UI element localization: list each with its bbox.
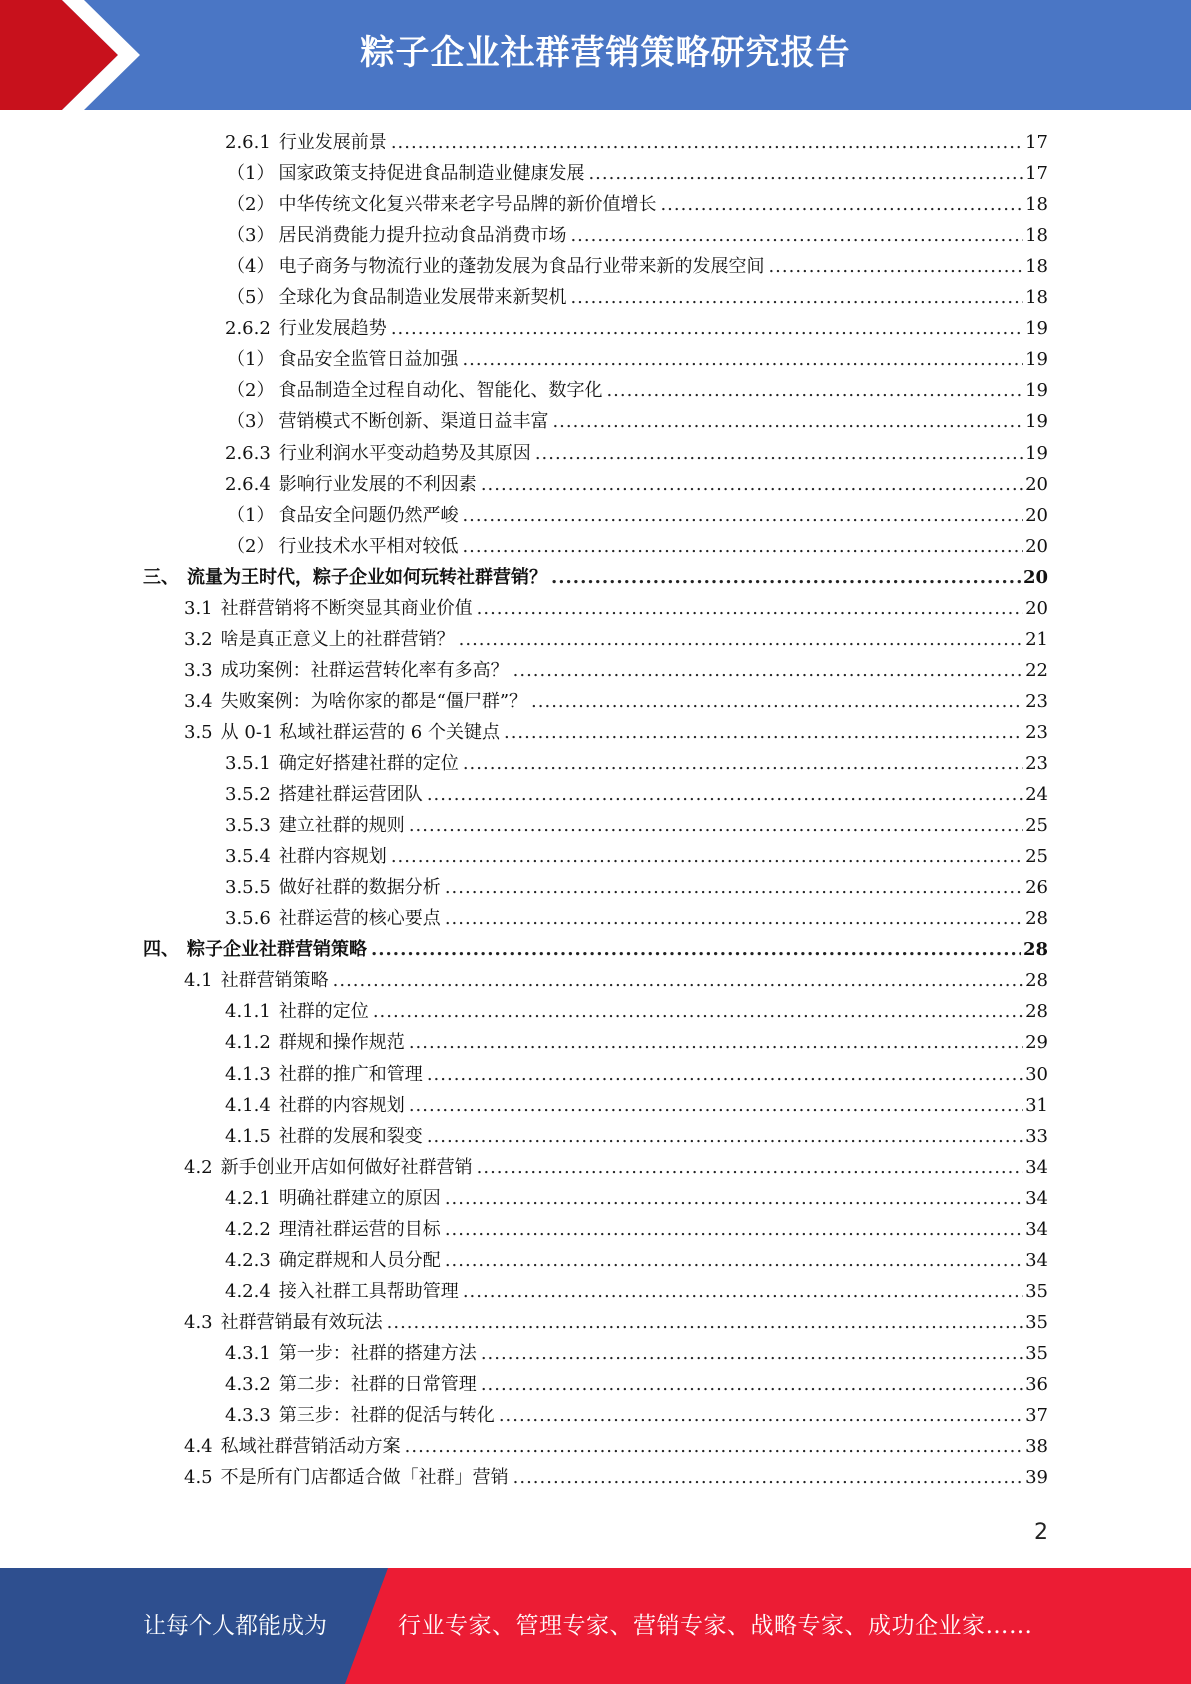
toc-dot-leader: [445, 872, 1023, 903]
toc-dot-leader: [513, 1462, 1023, 1493]
toc-entry-page: 28: [1025, 1001, 1048, 1023]
toc-dot-leader: [459, 624, 1023, 655]
toc-entry-page: 19: [1025, 349, 1048, 371]
toc-dot-leader: [660, 189, 1023, 220]
toc-entry-number: 3.3: [184, 659, 213, 681]
toc-entry-title: 营销模式不断创新、渠道日益丰富: [278, 411, 549, 433]
toc-entry-page: 33: [1025, 1125, 1048, 1147]
toc-entry-title: 行业发展趋势: [278, 318, 387, 340]
toc-entry-page: 25: [1025, 815, 1048, 837]
toc-entry-number: 4.2.1: [225, 1187, 271, 1209]
toc-entry-page: 22: [1025, 659, 1048, 681]
toc-entry-page: 34: [1025, 1156, 1048, 1178]
toc-entry-number: 4.1.3: [225, 1063, 271, 1085]
toc-entry[interactable]: [225, 872, 1048, 903]
toc-entry[interactable]: [184, 1462, 1048, 1493]
toc-entry-number: 2.6.1: [225, 132, 271, 153]
toc-entry-number: 2.6.2: [225, 318, 271, 340]
toc-entry-number: （2）: [227, 535, 275, 557]
toc-entry-page: 20: [1025, 597, 1048, 619]
toc-entry[interactable]: [225, 469, 1048, 500]
toc-entry-title: 成功案例：社群运营转化率有多高？: [220, 659, 509, 681]
toc-entry-page: 19: [1025, 380, 1048, 402]
toc-entry-page: 19: [1025, 411, 1048, 433]
toc-dot-leader: [427, 1121, 1023, 1152]
toc-dot-leader: [462, 531, 1023, 562]
toc-entry[interactable]: [225, 903, 1048, 934]
toc-entry[interactable]: [225, 1245, 1048, 1276]
toc-entry-page: 20: [1025, 535, 1048, 557]
toc-entry[interactable]: [184, 593, 1048, 624]
toc-dot-leader: [445, 1245, 1023, 1276]
toc-entry-page: 20: [1022, 566, 1048, 588]
toc-entry-title: 群规和操作规范: [278, 1032, 405, 1054]
toc-entry[interactable]: [184, 1431, 1048, 1462]
toc-entry-title: 社群的发展和裂变: [278, 1125, 423, 1147]
toc-entry-number: 三、: [143, 566, 179, 588]
toc-dot-leader: [427, 779, 1023, 810]
toc-entry[interactable]: [225, 1400, 1048, 1431]
toc-entry-number: 4.2.2: [225, 1218, 271, 1240]
toc-dot-leader: [570, 220, 1023, 251]
toc-dot-leader: [531, 686, 1023, 717]
toc-entry-title: 社群营销将不断突显其商业价值: [220, 597, 473, 619]
toc-entry[interactable]: [143, 934, 1048, 965]
toc-entry-page: 34: [1025, 1249, 1048, 1271]
toc-entry-title: 影响行业发展的不利因素: [278, 473, 477, 495]
toc-entry-title: 理清社群运营的目标: [278, 1218, 441, 1240]
toc-entry-number: 2.6.3: [225, 442, 271, 464]
toc-dot-leader: [373, 996, 1023, 1027]
toc-entry[interactable]: [184, 717, 1048, 748]
toc-dot-leader: [477, 1152, 1023, 1183]
toc-entry[interactable]: [225, 313, 1048, 344]
toc-entry-number: 4.1.4: [225, 1094, 271, 1116]
toc-entry-page: 28: [1025, 908, 1048, 930]
toc-dot-leader: [481, 1369, 1023, 1400]
toc-entry-page: 23: [1025, 690, 1048, 712]
toc-entry-number: 4.4: [184, 1436, 213, 1458]
toc-dot-leader: [535, 438, 1023, 469]
toc-entry-title: 明确社群建立的原因: [278, 1187, 441, 1209]
toc-entry[interactable]: [225, 1059, 1048, 1090]
toc-entry-number: （2）: [227, 194, 275, 216]
toc-dot-leader: [391, 127, 1023, 158]
toc-entry[interactable]: [184, 624, 1048, 655]
toc-entry-number: 3.1: [184, 597, 213, 619]
page-header: [0, 0, 1191, 110]
toc-entry-number: （1）: [227, 504, 275, 526]
toc-entry-number: 3.4: [184, 690, 213, 712]
toc-entry[interactable]: [227, 282, 1048, 313]
toc-entry-number: 3.5.6: [225, 908, 271, 930]
toc-entry-page: 20: [1025, 473, 1048, 495]
toc-entry[interactable]: [227, 189, 1048, 220]
toc-entry-title: 搭建社群运营团队: [278, 784, 423, 806]
toc-dot-leader: [387, 1307, 1023, 1338]
toc-entry-number: 4.3: [184, 1311, 213, 1333]
toc-entry[interactable]: [225, 127, 1048, 158]
toc-entry-title: 第一步：社群的搭建方法: [278, 1342, 477, 1364]
toc-entry[interactable]: [225, 1121, 1048, 1152]
toc-entry-title: 确定好搭建社群的定位: [278, 753, 459, 774]
toc-entry-page: 20: [1025, 504, 1048, 526]
toc-entry[interactable]: [225, 1183, 1048, 1214]
toc-entry-number: （2）: [227, 380, 275, 402]
toc-entry[interactable]: [227, 158, 1048, 189]
toc-entry[interactable]: [143, 562, 1048, 593]
toc-entry[interactable]: [227, 531, 1048, 562]
toc-entry[interactable]: [225, 1090, 1048, 1121]
toc-entry-title: 粽子企业社群营销策略: [187, 939, 367, 961]
toc-entry-number: 4.1: [184, 970, 213, 992]
toc-entry-page: 36: [1025, 1374, 1048, 1395]
toc-entry-page: 17: [1025, 132, 1048, 153]
toc-entry[interactable]: [227, 500, 1048, 531]
toc-entry-title: 第二步：社群的日常管理: [278, 1374, 477, 1395]
toc-entry-title: 食品制造全过程自动化、智能化、数字化: [278, 380, 603, 402]
toc-entry-title: 流量为王时代，粽子企业如何玩转社群营销？: [187, 566, 547, 588]
toc-entry-page: 26: [1025, 877, 1048, 899]
toc-entry-number: 4.1.2: [225, 1032, 271, 1054]
toc-entry-title: 中华传统文化复兴带来老字号品牌的新价值增长: [278, 194, 657, 216]
toc-entry-title: 第三步：社群的促活与转化: [278, 1405, 495, 1427]
toc-entry-title: 行业技术水平相对较低: [278, 535, 459, 557]
toc-entry[interactable]: [225, 779, 1048, 810]
toc-entry-title: 失败案例：为啥你家的都是“僵尸群”？: [220, 690, 528, 712]
toc-entry[interactable]: [184, 1152, 1048, 1183]
toc-dot-leader: [462, 344, 1023, 375]
toc-entry[interactable]: [225, 841, 1048, 872]
toc-entry[interactable]: [227, 344, 1048, 375]
toc-entry-title: 电子商务与物流行业的蓬勃发展为食品行业带来新的发展空间: [278, 256, 765, 278]
toc-dot-leader: [391, 313, 1023, 344]
toc-dot-leader: [499, 1400, 1023, 1431]
toc-entry[interactable]: [225, 1276, 1048, 1307]
toc-entry-page: 29: [1025, 1032, 1048, 1054]
toc-entry-title: 国家政策支持促进食品制造业健康发展: [278, 163, 585, 185]
toc-entry[interactable]: [227, 220, 1048, 251]
toc-entry[interactable]: [227, 406, 1048, 437]
toc-dot-leader: [504, 717, 1023, 748]
toc-dot-leader: [391, 841, 1023, 872]
toc-dot-leader: [606, 375, 1023, 406]
toc-dot-leader: [405, 1431, 1023, 1462]
report-title: 粽子企业社群营销策略研究报告: [360, 33, 851, 73]
toc-entry-page: 18: [1025, 287, 1048, 309]
toc-entry[interactable]: [227, 251, 1048, 282]
toc-entry-number: 4.1.1: [225, 1001, 271, 1023]
toc-entry-page: 23: [1025, 753, 1048, 774]
toc-entry-page: 18: [1025, 225, 1048, 247]
toc-entry[interactable]: [184, 655, 1048, 686]
toc-dot-leader: [409, 1027, 1023, 1058]
toc-entry-number: 4.3.2: [225, 1374, 271, 1395]
toc-entry-title: 做好社群的数据分析: [278, 877, 441, 899]
toc-entry-page: 17: [1025, 163, 1048, 185]
toc-entry-number: （1）: [227, 349, 275, 371]
toc-entry-page: 35: [1025, 1342, 1048, 1364]
toc-entry-number: 4.2.4: [225, 1280, 271, 1302]
toc-entry-title: 社群营销策略: [220, 970, 329, 992]
toc-entry-page: 18: [1025, 256, 1048, 278]
toc-entry-page: 19: [1025, 318, 1048, 340]
toc-entry-page: 34: [1025, 1218, 1048, 1240]
toc-entry[interactable]: [184, 965, 1048, 996]
toc-entry[interactable]: [225, 1369, 1048, 1400]
toc-dot-leader: [409, 810, 1023, 841]
toc-entry-title: 社群的内容规划: [278, 1094, 405, 1116]
toc-entry-title: 接入社群工具帮助管理: [278, 1280, 459, 1302]
toc-entry-number: 4.3.3: [225, 1405, 271, 1427]
toc-entry-title: 社群的推广和管理: [278, 1063, 423, 1085]
toc-entry-page: 35: [1025, 1311, 1048, 1333]
toc-entry-title: 新手创业开店如何做好社群营销: [220, 1156, 473, 1178]
toc-entry-number: 3.5: [184, 721, 213, 743]
toc-dot-leader: [513, 655, 1023, 686]
toc-entry-number: 4.5: [184, 1467, 213, 1489]
arrow-logo-icon: [0, 0, 160, 110]
toc-entry[interactable]: [227, 375, 1048, 406]
toc-dot-leader: [462, 500, 1023, 531]
toc-entry-number: 4.2.3: [225, 1249, 271, 1271]
toc-dot-leader: [481, 469, 1023, 500]
toc-entry-title: 社群的定位: [278, 1001, 369, 1023]
toc-dot-leader: [445, 1214, 1023, 1245]
toc-entry[interactable]: [225, 748, 1048, 779]
footer-slogan: 让每个人都能成为: [143, 1613, 327, 1639]
toc-dot-leader: [445, 903, 1023, 934]
toc-entry-title: 行业利润水平变动趋势及其原因: [278, 442, 531, 464]
toc-entry-page: 24: [1025, 784, 1048, 806]
toc-entry[interactable]: [225, 1338, 1048, 1369]
toc-entry-number: 3.5.5: [225, 877, 271, 899]
toc-entry-title: 从 0-1 私域社群运营的 6 个关键点: [220, 721, 500, 743]
toc-entry[interactable]: [184, 1307, 1048, 1338]
toc-dot-leader: [371, 934, 1021, 965]
toc-entry[interactable]: [225, 438, 1048, 469]
toc-entry-title: 食品安全监管日益加强: [278, 349, 459, 371]
toc-entry-number: （5）: [227, 287, 275, 309]
toc-entry-number: （3）: [227, 411, 275, 433]
toc-entry[interactable]: [184, 686, 1048, 717]
toc-dot-leader: [445, 1183, 1023, 1214]
toc-entry-number: 2.6.4: [225, 473, 271, 495]
page-footer: [0, 1568, 1191, 1684]
toc-entry-number: 3.5.2: [225, 784, 271, 806]
toc-entry-number: 4.2: [184, 1156, 213, 1178]
toc-entry[interactable]: [225, 810, 1048, 841]
toc-dot-leader: [427, 1059, 1023, 1090]
toc-entry-title: 建立社群的规则: [278, 815, 405, 837]
toc-entry-number: （3）: [227, 225, 275, 247]
page-number: 2: [1034, 1520, 1048, 1545]
toc-dot-leader: [552, 406, 1023, 437]
toc-entry-page: 28: [1022, 939, 1048, 961]
toc-entry-title: 社群运营的核心要点: [278, 908, 441, 930]
toc-entry[interactable]: [225, 1027, 1048, 1058]
toc-entry-page: 21: [1025, 628, 1048, 650]
toc-dot-leader: [463, 1276, 1023, 1307]
toc-entry-page: 18: [1025, 194, 1048, 216]
toc-entry-page: 34: [1025, 1187, 1048, 1209]
toc-entry[interactable]: [225, 996, 1048, 1027]
toc-entry-number: 4.3.1: [225, 1342, 271, 1364]
toc-entry-page: 30: [1025, 1063, 1048, 1085]
toc-entry-title: 确定群规和人员分配: [278, 1249, 441, 1271]
toc-dot-leader: [570, 282, 1023, 313]
toc-entry-page: 19: [1025, 442, 1048, 464]
toc-entry-number: 3.5.1: [225, 753, 271, 774]
toc-dot-leader: [409, 1090, 1023, 1121]
toc-entry-page: 39: [1025, 1467, 1048, 1489]
toc-dot-leader: [333, 965, 1023, 996]
footer-expert-list: 行业专家、管理专家、营销专家、战略专家、成功企业家……: [398, 1613, 1033, 1639]
toc-entry-title: 食品安全问题仍然严峻: [278, 504, 459, 526]
toc-entry-title: 全球化为食品制造业发展带来新契机: [278, 287, 567, 309]
toc-dot-leader: [481, 1338, 1023, 1369]
toc-entry-number: 3.5.4: [225, 846, 271, 868]
toc-entry[interactable]: [225, 1214, 1048, 1245]
toc-entry-number: 3.5.3: [225, 815, 271, 837]
toc-dot-leader: [463, 748, 1023, 779]
toc-entry-number: （4）: [227, 256, 275, 278]
toc-entry-number: 3.2: [184, 628, 213, 650]
toc-dot-leader: [477, 593, 1023, 624]
toc-entry-title: 居民消费能力提升拉动食品消费市场: [278, 225, 567, 247]
toc-entry-page: 25: [1025, 846, 1048, 868]
toc-entry-title: 社群内容规划: [278, 846, 387, 868]
toc-entry-number: （1）: [227, 163, 275, 185]
toc-entry-page: 38: [1025, 1436, 1048, 1458]
toc-entry-title: 私域社群营销活动方案: [220, 1436, 401, 1458]
toc-entry-page: 31: [1025, 1094, 1048, 1116]
toc-entry-title: 不是所有门店都适合做「社群」营销: [220, 1467, 509, 1489]
toc-entry-title: 行业发展前景: [278, 132, 387, 153]
toc-entry-title: 啥是真正意义上的社群营销？: [220, 628, 455, 650]
toc-dot-leader: [551, 562, 1021, 593]
toc-dot-leader: [768, 251, 1023, 282]
toc-entry-number: 4.1.5: [225, 1125, 271, 1147]
toc-entry-title: 社群营销最有效玩法: [220, 1311, 383, 1333]
toc-entry-number: 四、: [143, 939, 179, 961]
toc-dot-leader: [588, 158, 1023, 189]
toc-entry-page: 28: [1025, 970, 1048, 992]
toc-entry-page: 35: [1025, 1280, 1048, 1302]
toc-entry-page: 37: [1025, 1405, 1048, 1427]
toc-entry-page: 23: [1025, 721, 1048, 743]
